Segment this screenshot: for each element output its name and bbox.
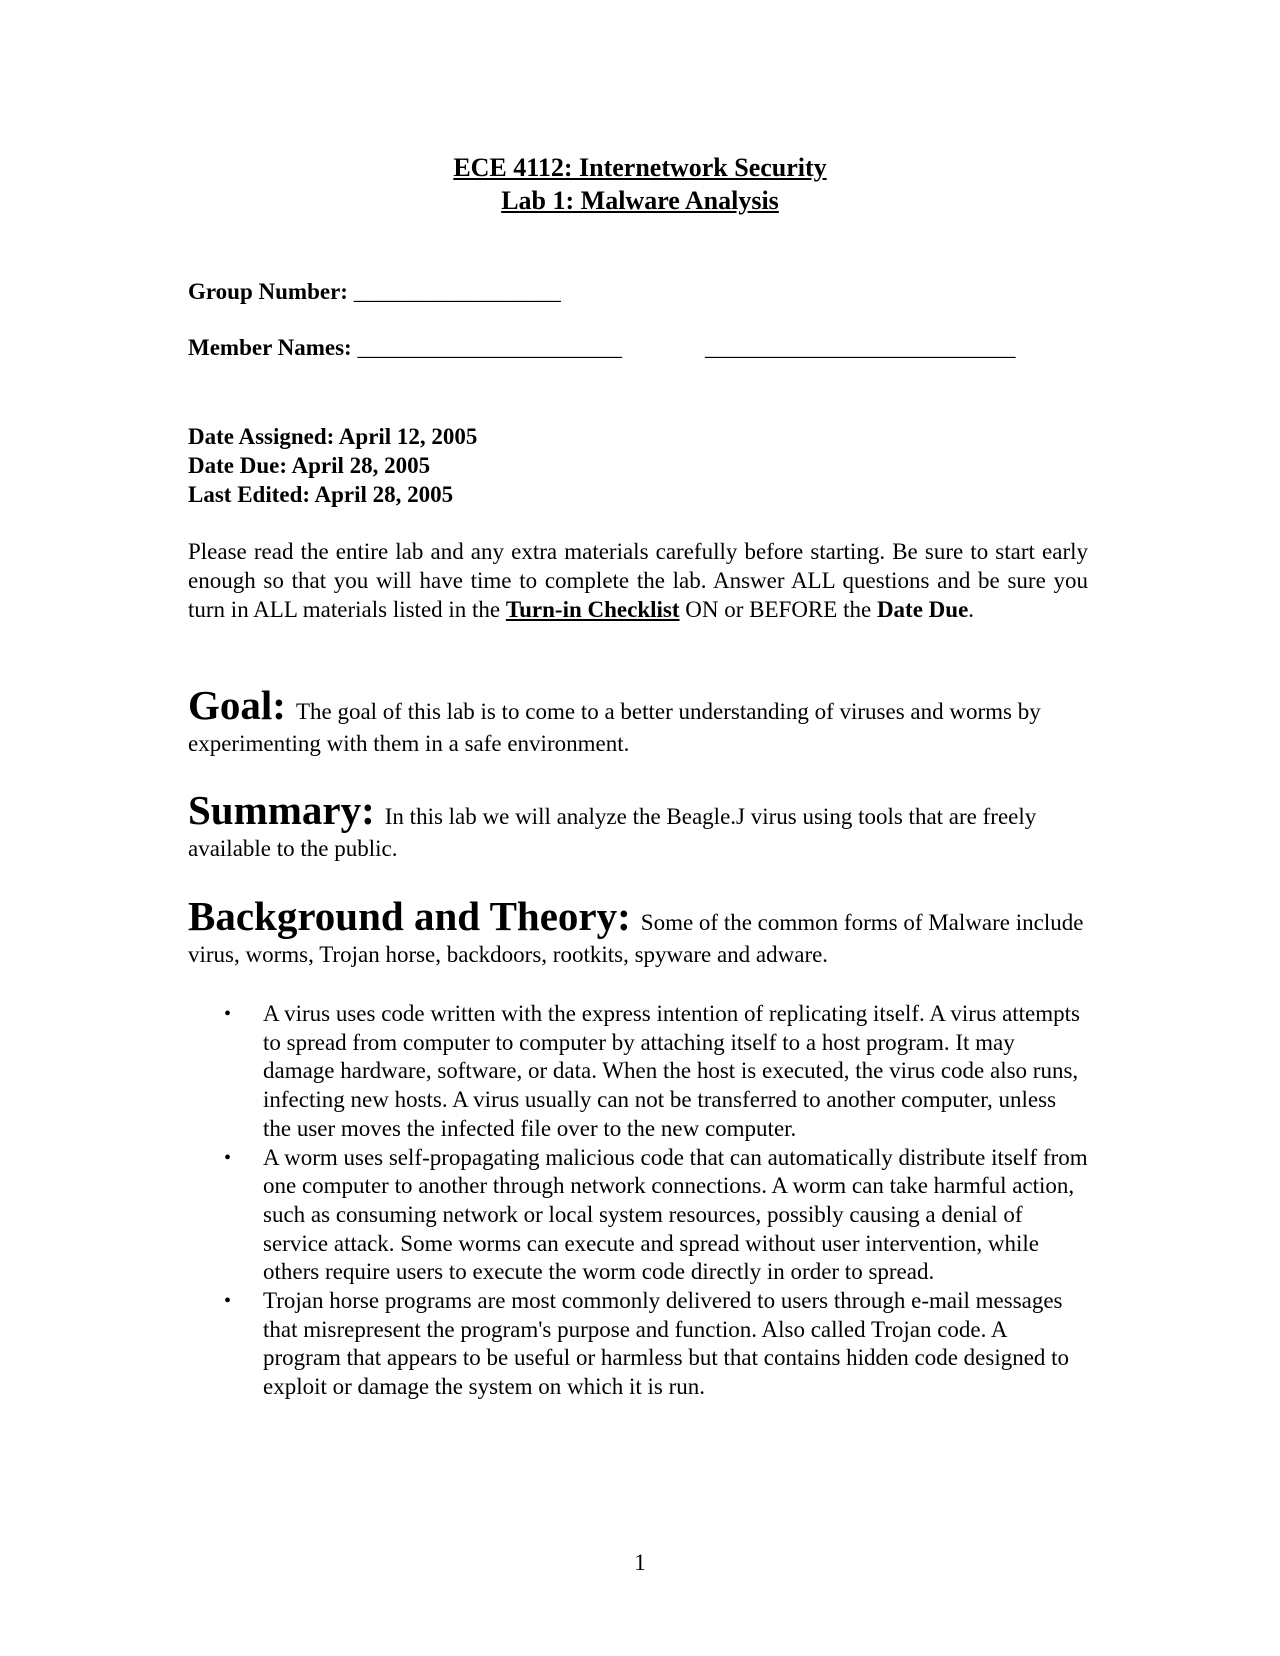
- list-item: [188, 1000, 1088, 1144]
- goal-heading: Goal:: [188, 682, 286, 728]
- last-edited: Last Edited: April 28, 2005: [188, 482, 454, 507]
- date-assigned: Date Assigned: April 12, 2005: [188, 424, 478, 449]
- summary-section: [188, 788, 1088, 865]
- intro-text-1: Please read the entire lab and any extra materials carefully before starting. Be sure to start early enough so that you will have time to complete the lab. Answer ALL questions and be sure you turn in ALL materials listed in the: [188, 539, 1088, 622]
- member-names-label: Member Names:: [188, 335, 352, 360]
- turn-in-checklist: Turn-in Checklist: [505, 597, 680, 622]
- member-name-blank-2: ___________________________: [705, 335, 1016, 360]
- bullet-text-trojan: Trojan horse programs are most commonly delivered to users through e-mail messages that misrepresent the program's purpose and function. Also called Trojan code. A program that appears to be useful or harmless but that contains hidden code designed to exploit or damage the system on which it is run.: [263, 1288, 1070, 1400]
- bullet-text-virus: A virus uses code written with the express intention of replicating itself. A virus attempts to spread from computer to computer by attaching itself to a host program. It may damage hardware, software, or data. When the host is executed, the virus code also runs, infecting new hosts. A virus usually can not be transferred to another computer, unless the user moves the infected file over to the new computer.: [263, 1001, 1080, 1141]
- summary-text: In this lab we will analyze the Beagle.J virus using tools that are freely available to the public.: [188, 804, 1037, 861]
- goal-text: The goal of this lab is to come to a better understanding of viruses and worms by experimenting with them in a safe environment.: [188, 699, 1041, 756]
- group-number-blank: __________________: [347, 279, 561, 304]
- background-section: [188, 894, 1088, 971]
- date-due: Date Due: April 28, 2005: [188, 453, 431, 478]
- bullet-icon: •: [224, 1003, 232, 1025]
- summary-heading: Summary:: [188, 787, 375, 833]
- group-number-label: Group Number:: [188, 279, 348, 304]
- date-due-ref: Date Due: [876, 597, 969, 622]
- background-heading: Background and Theory:: [188, 893, 631, 939]
- course-title: ECE 4112: Internetwork Security: [453, 153, 827, 182]
- list-item: [188, 1144, 1088, 1288]
- member-names-field: [188, 335, 1016, 361]
- intro-paragraph: [188, 537, 1088, 624]
- page-number: 1: [634, 1550, 646, 1575]
- intro-text-3: .: [968, 597, 975, 622]
- bullet-icon: •: [224, 1146, 232, 1169]
- background-text: Some of the common forms of Malware include virus, worms, Trojan horse, backdoors, rootkits, spyware and adware.: [188, 910, 1084, 967]
- intro-text-2: ON or BEFORE the: [679, 597, 877, 622]
- goal-section: [188, 683, 1088, 760]
- member-name-blank-1: _______________________: [351, 335, 622, 360]
- bullet-text-worm: A worm uses self-propagating malicious code that can automatically distribute itself from one computer to another through network connections. A worm can take harmful action, such as consuming network or local system resources, possibly causing a denial of service attack. Some worms can execute and spread without user intervention, while others require users to execute the worm code directly in order to spread.: [263, 1144, 1088, 1285]
- title-block: [0, 151, 1280, 217]
- lab-title: Lab 1: Malware Analysis: [501, 186, 779, 215]
- list-item: [188, 1287, 1088, 1402]
- dates-block: [188, 422, 477, 509]
- malware-bullet-list: [188, 1000, 1088, 1402]
- bullet-icon: •: [224, 1290, 232, 1313]
- group-number-field: [188, 279, 561, 305]
